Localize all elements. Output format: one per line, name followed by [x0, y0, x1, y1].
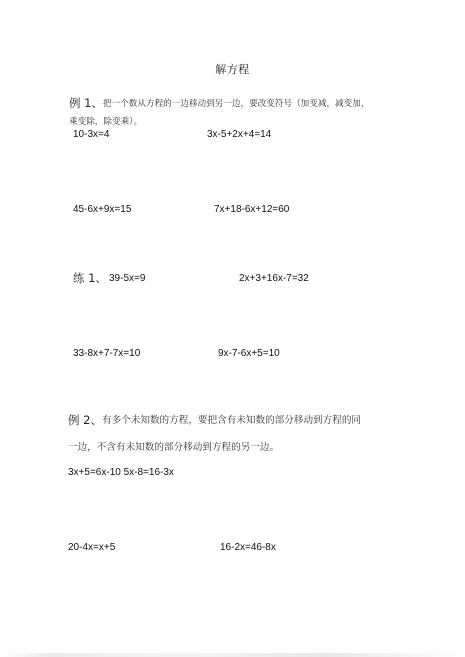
example-1-label: 例 1、 [69, 96, 103, 110]
equation-5: 39-5x=9 [109, 273, 146, 284]
page-title: 解方程 [215, 63, 250, 76]
equation-7: 33-8x+7-7x=10 [73, 348, 141, 359]
equation-6: 2x+3+16x-7=32 [239, 273, 309, 284]
equation-3: 45-6x+9x=15 [73, 204, 132, 215]
example-1-note-line-1: 把一个数从方程的一边移动到另一边，要改变符号（加变减，减变加， [103, 99, 370, 109]
equation-1: 10-3x=4 [73, 129, 110, 140]
practice-1-label: 练 1、 [73, 271, 107, 285]
equation-11: 16-2x=46-8x [220, 542, 276, 553]
equation-9: 3x+5=6x-10 5x-8=16-3x [68, 467, 174, 478]
example-2-note-line-1: 有多个未知数的方程，要把含有未知数的部分移动到方程的同 [102, 415, 362, 426]
example-2-note-line-2: 一边，不含有未知数的部分移动到方程的另一边。 [68, 442, 280, 453]
example-2-label: 例 2、 [68, 413, 102, 427]
equation-8: 9x-7-6x+5=10 [218, 348, 280, 359]
example-1-note-line-2: 乘变除，除变乘）。 [69, 117, 143, 127]
page-bottom-edge [0, 653, 465, 657]
equation-2: 3x-5+2x+4=14 [207, 129, 272, 140]
equation-10: 20-4x=x+5 [68, 542, 116, 553]
equation-4: 7x+18-6x+12=60 [214, 204, 290, 215]
